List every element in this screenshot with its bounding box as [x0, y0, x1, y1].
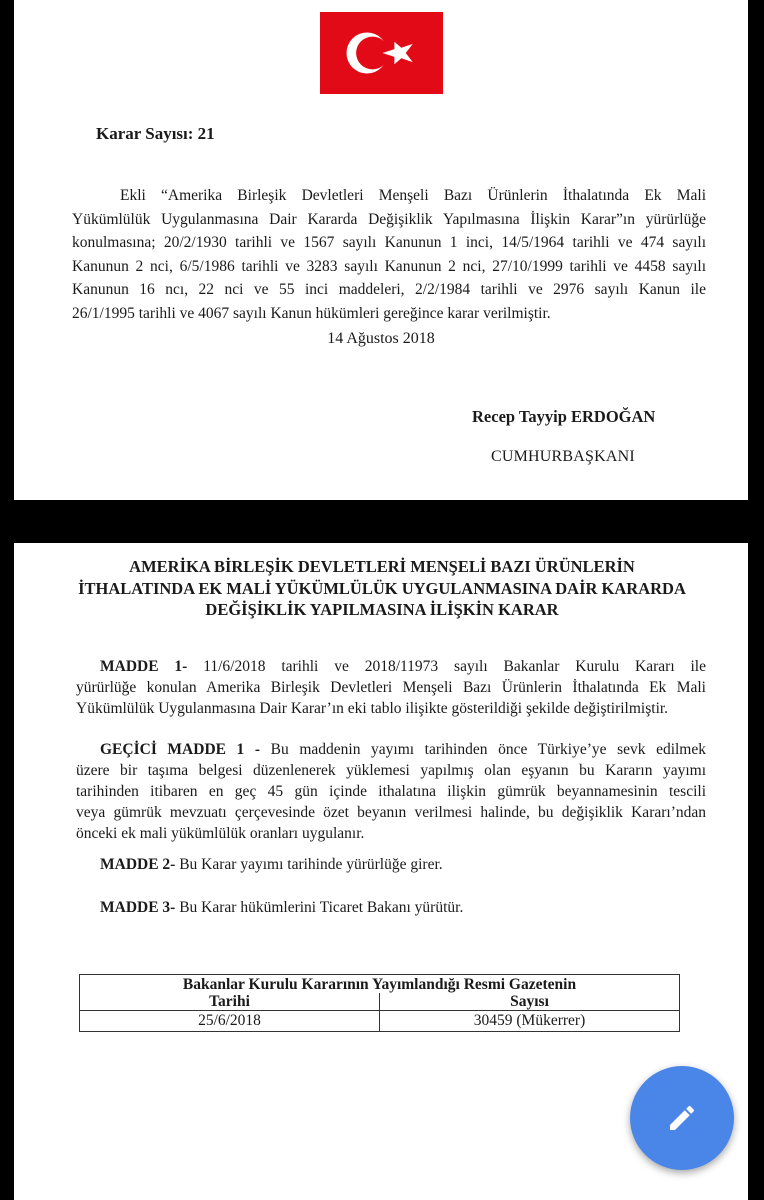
signer-title: CUMHURBAŞKANI — [491, 448, 635, 465]
decision-number: Karar Sayısı: 21 — [96, 124, 215, 143]
edit-fab-button[interactable] — [630, 1066, 734, 1170]
article-text: veya gümrük mevzuatı çerçevesinde özet beyanın verilmesi halinde, bu değişiklik Kararı’ndan — [76, 804, 706, 821]
title-line: DEĞİŞİKLİK YAPILMASINA İLİŞKİN KARAR — [205, 600, 559, 619]
article-text: önceki ek mali yükümlülük oranları uygulanır. — [76, 825, 365, 842]
turkish-flag-icon — [320, 12, 443, 94]
column-header-number: Sayısı — [380, 993, 680, 1011]
article-2 — [100, 854, 706, 875]
article-text: tarihinden itibaren en geç 45 gün içinde ithalatına ilişkin gümrük beyannamesinin tescili — [76, 783, 706, 800]
column-header-date: Tarihi — [80, 993, 380, 1011]
title-line: AMERİKA BİRLEŞİK DEVLETLERİ MENŞELİ BAZI ÜRÜNLERİN — [129, 557, 635, 576]
intro-line: Ekli “Amerika Birleşik Devletleri Menşeli Bazı Ürünlerin İthalatında Ek Mali — [120, 187, 706, 204]
temporary-article-1 — [76, 739, 706, 844]
intro-line: konulmasına; 20/2/1930 tarihli ve 1567 sayılı Kanunun 1 inci, 14/5/1964 tarihli ve 474 sayılı — [72, 234, 706, 251]
decree-page-1 — [14, 0, 748, 500]
article-label: MADDE 3- — [100, 899, 176, 916]
table-cell-date: 25/6/2018 — [80, 1011, 380, 1032]
decree-date: 14 Ağustos 2018 — [327, 330, 435, 347]
intro-line: Kanunun 2 nci, 6/5/1986 tarihli ve 3283 sayılı Kanunun 2 nci, 27/10/1999 tarihli ve 4458 sayılı — [72, 257, 706, 275]
document-title — [54, 556, 710, 621]
article-text: Yükümlülük Uygulanmasına Dair Karar’ın eki tablo ilişikte gösterildiği şekilde değiştirilmiştir. — [76, 700, 669, 717]
article-label: GEÇİCİ MADDE 1 - — [100, 741, 261, 758]
official-gazette-table — [79, 974, 680, 1032]
intro-line: Yükümlülük Uygulanmasına Dair Kararda Değişiklik Yapılmasına İlişkin Karar”ın yürürlüğe — [72, 210, 706, 228]
article-label: MADDE 2- — [100, 856, 176, 873]
intro-line: Kanunun 16 ncı, 22 nci ve 55 inci maddeleri, 2/2/1984 tarihli ve 2976 sayılı Kanun ile — [72, 281, 706, 298]
intro-line: 26/1/1995 tarihli ve 4067 sayılı Kanun hükümleri gereğince karar verilmiştir. — [72, 304, 551, 322]
intro-paragraph — [72, 184, 706, 325]
pencil-icon — [666, 1102, 698, 1134]
title-line: İTHALATINDA EK MALİ YÜKÜMLÜLÜK UYGULANMASINA DAİR KARARDA — [78, 578, 686, 598]
article-label: MADDE 1- — [100, 658, 188, 675]
article-text: yürürlüğe konulan Amerika Birleşik Devletleri Menşeli Bazı Ürünlerin İthalatında Ek Mali — [76, 679, 706, 696]
article-text: Bu Karar yayımı tarihinde yürürlüğe girer. — [175, 856, 443, 873]
article-text: Bu Karar hükümlerini Ticaret Bakanı yürütür. — [175, 899, 464, 916]
article-text: üzere bir taşıma belgesi düzenlenerek yüklemesi yapılmış olan eşyanın bu Kararın yayımı — [76, 762, 706, 779]
signer-name: Recep Tayyip ERDOĞAN — [472, 407, 656, 426]
article-1 — [76, 656, 706, 719]
article-text: Bu maddenin yayımı tarihinden önce Türkiye’ye sevk edilmek — [260, 741, 706, 758]
table-header: Bakanlar Kurulu Kararının Yayımlandığı Resmi Gazetenin — [80, 975, 680, 994]
article-text: 11/6/2018 tarihli ve 2018/11973 sayılı Bakanlar Kurulu Kararı ile — [187, 658, 706, 675]
table-cell-number: 30459 (Mükerrer) — [380, 1011, 680, 1032]
article-3 — [100, 897, 706, 918]
